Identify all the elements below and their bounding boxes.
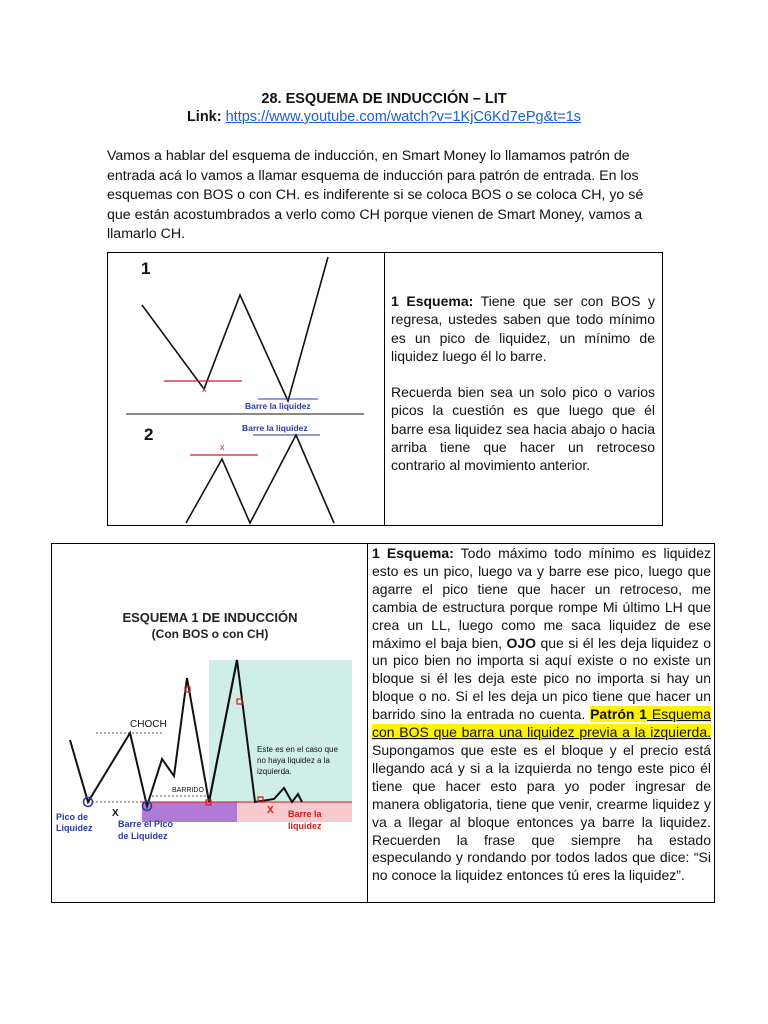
scheme-2-text-b: que si él les deja liquidez o un pico bien no importa si aquí existe o no existe un bloque si él les deja este pico no importa si hay un bloque o no. Si el les deja un pico tiene que hacer un barrido sino la entrada no cuenta. (372, 634, 711, 723)
induction-diagram (52, 544, 367, 902)
patron-text: Esquema con BOS que barra una liquidez previa a la izquierda. (372, 706, 711, 741)
scheme-2-heading: 1 Esquema: (372, 545, 454, 561)
scheme-1-heading: 1 Esquema: (391, 293, 474, 309)
note-line-2: no haya liquidez a la (257, 756, 330, 765)
scheme-1-para-1 (391, 292, 655, 365)
youtube-link[interactable]: https://www.youtube.com/watch?v=1KjC6Kd7ePg&t=1s (225, 109, 582, 125)
x-mark-1: x (202, 384, 207, 394)
x-mark-left: X (112, 808, 119, 819)
label-1: 1 (141, 259, 151, 278)
barre-pico-label-1: Barre el Pico (118, 819, 174, 829)
scheme-figure-1 (108, 253, 384, 525)
table-1-divider (384, 253, 385, 525)
pico-label-2: Liquidez (56, 823, 93, 833)
scheme-table-1 (107, 252, 663, 526)
choch-label: CHOCH (130, 719, 167, 730)
scheme-2-text (372, 545, 711, 885)
patron-label: Patrón 1 (590, 706, 648, 723)
barre-label-1: Barre la liquidez (245, 401, 311, 411)
barre-pico-label-2: de Liquidez (118, 831, 168, 841)
scheme-2-text-c: Supongamos que este es el bloque y el precio está llegando acá y si a la izquierda no tengo este pico él tiene que hacer esto para yo poder ingresar de manera obligatoria, tiene que venir, crearme liquidez y va a llegar al bloque entonces ya barre la liquidez. Recuerden la frase que siempre ha estado especulando y rondando por todos lados que dice: “Si no conoce la liquidez entonces tú eres la liquidez”. (372, 741, 711, 884)
scheme-diagram-1 (108, 253, 384, 525)
document-title: 28. ESQUEMA DE INDUCCIÓN – LIT (261, 91, 507, 107)
barre-label-2: Barre la liquidez (242, 423, 308, 433)
table-2-divider (367, 544, 368, 902)
label-2: 2 (144, 425, 154, 444)
note-line-1: Este es en el caso que (257, 745, 338, 754)
barre-liquidez-label-1: Barre la (288, 809, 322, 819)
scheme-1-para-2: Recuerda bien sea un solo pico o varios picos la cuestión es que luego que él barre esa liquidez sea hacia abajo o hacia arriba tiene que hacer un retroceso contrario al movimiento anterior. (391, 384, 655, 474)
note-line-3: izquierda. (257, 767, 292, 776)
scheme-1-para-1-text: Tiene que ser con BOS y regresa, ustedes saben que todo mínimo es un pico de liquidez, un mínimo de liquidez luego él lo barre. (391, 293, 656, 364)
green-zone (209, 660, 352, 802)
price-line-1 (142, 257, 328, 401)
diagram-subtitle: (Con BOS o con CH) (151, 627, 269, 641)
link-line (0, 109, 768, 125)
diagram-title: ESQUEMA 1 DE INDUCCIÓN (122, 610, 298, 625)
x-mark-2: x (220, 442, 225, 452)
intro-paragraph: Vamos a hablar del esquema de inducción, en Smart Money lo llamamos patrón de entrada acá lo vamos a llamar esquema de inducción para patrón de entrada. En los esquemas con BOS o con CH. es indiferente si se coloca BOS o se coloca CH, yo sé que están acostumbrados a verlo como CH porque vienen de Smart Money, vamos a llamarlo CH. (107, 148, 644, 243)
barre-liquidez-label-2: liquidez (288, 821, 322, 831)
barrido-label: BARRIDO (172, 787, 204, 794)
ojo-label: OJO (506, 634, 537, 651)
scheme-figure-2 (52, 544, 367, 902)
price-line-2 (186, 435, 334, 523)
x-mark-right: X (267, 805, 274, 816)
pico-label-1: Pico de (56, 812, 89, 822)
link-label: Link: (186, 109, 222, 125)
scheme-2-text-a: Todo máximo todo mínimo es liquidez esto es un pico, luego va y barre ese pico, luego que agarre el pico tiene que hacer un retroceso, me cambia de estructura porque rompe Mi último LH que crea un LL, luego como me saca liquidez de ese máximo el baja bien, (372, 545, 711, 651)
scheme-1-text (391, 292, 655, 475)
scheme-table-2 (51, 543, 715, 903)
